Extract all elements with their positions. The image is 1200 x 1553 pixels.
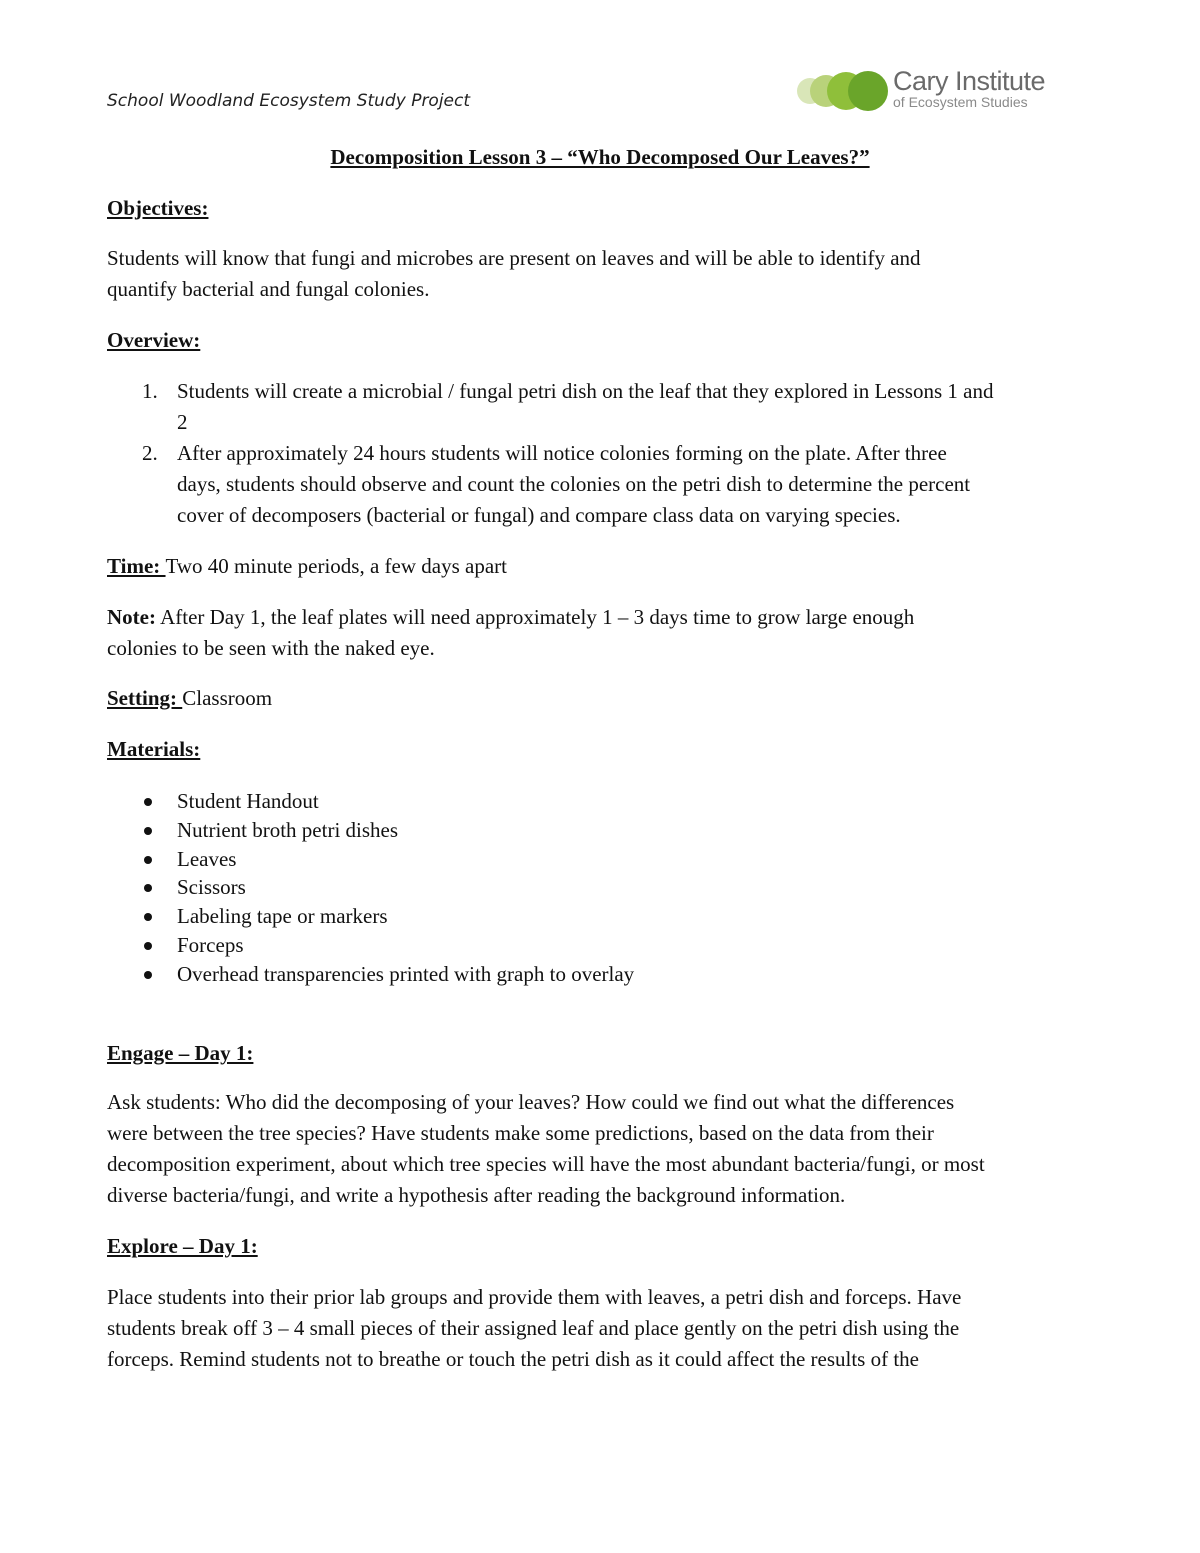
overview-heading: Overview: (107, 328, 201, 352)
time-line (107, 554, 507, 579)
bullet-icon (144, 971, 152, 979)
note-line-1: Note: After Day 1, the leaf plates will need approximately 1 – 3 days time to grow large enough (107, 605, 915, 629)
bullet-icon (144, 827, 152, 835)
explore-text (107, 1282, 1097, 1375)
engage-text (107, 1087, 1097, 1211)
engage-line-1: Ask students: Who did the decomposing of your leaves? How could we find out what the differences (107, 1090, 955, 1114)
overview-item-2-line-3: cover of decomposers (bacterial or fungal) and compare class data on varying species. (177, 503, 901, 527)
project-header: School Woodland Ecosystem Study Project (107, 91, 471, 111)
bullet-icon (144, 942, 152, 950)
list-number: 1. (142, 379, 158, 403)
logo-circles-icon (796, 68, 892, 114)
engage-line-4: diverse bacteria/fungi, and write a hypothesis after reading the background information. (107, 1183, 846, 1207)
bullet-icon (144, 798, 152, 806)
setting-line (107, 686, 272, 711)
setting-value: Classroom (182, 686, 273, 710)
objectives-text (107, 243, 1097, 305)
explore-line-3: forceps. Remind students not to breathe or touch the petri dish as it could affect the results of the (107, 1347, 919, 1371)
overview-item-2-line-1: After approximately 24 hours students will notice colonies forming on the plate. After three (177, 441, 947, 465)
bullet-icon (144, 913, 152, 921)
document-page: School Woodland Ecosystem Study Project Cary Institute of Ecosystem Studies Decomposition Lesson 3 – “Who Decomposed Our Leaves?” Objectives: Students will know that fungi and microbes are present on leaves and will be able to identify and quantify bacterial and fungal colonies. Overview: 1. Students will create a microbial / fungal petri dish on the leaf that they explored in Lessons 1 and 2 2. After approximately 24 hours students will notice colonies forming on the plate. After three days, students should observe and count the colonies on the petri dish to determine the percent cover of decomposers (bacterial or fungal) and compare class data on varying species. Time: Two 40 minute periods, a few days apart Note: After Day 1, the leaf plates will need approximately 1 – 3 days time to grow large enough colonies to be seen with the naked eye. Setting: Classroom Materials: Student Handout Nutrient broth petri dishes Leaves Scissors Labeling tape or markers Forceps Overhead transparencies printed with graph to overlay Engage – Day 1: Ask students: Who did the decomposing of your leaves? How could we find out what the differences were between the tree species? Have students make some predictions, based on the data from their decomposition experiment, about which tree species will have the most abundant bacteria/fungi, or most diverse bacteria/fungi, and write a hypothesis after reading the background information. Explore – Day 1: Place students into their prior lab groups and provide them with leaves, a petri dish and forceps. Have students break off 3 – 4 small pieces of their assigned leaf and place gently on the petri dish using the forceps. Remind students not to breathe or touch the petri dish as it could affect the results of the (0, 0, 1200, 1553)
explore-heading: Explore – Day 1: (107, 1234, 258, 1258)
engage-line-2: were between the tree species? Have students make some predictions, based on the data from their (107, 1121, 934, 1145)
explore-line-2: students break off 3 – 4 small pieces of their assigned leaf and place gently on the petri dish using the (107, 1316, 960, 1340)
bullet-icon (144, 884, 152, 892)
overview-item-1-line-2: 2 (177, 410, 188, 434)
lesson-title: Decomposition Lesson 3 – “Who Decomposed Our Leaves?” (330, 145, 870, 169)
cary-institute-logo (796, 66, 1046, 114)
explore-line-1: Place students into their prior lab groups and provide them with leaves, a petri dish and forceps. Have (107, 1285, 962, 1309)
materials-heading: Materials: (107, 737, 201, 761)
engage-heading: Engage – Day 1: (107, 1041, 254, 1065)
note-line-2: colonies to be seen with the naked eye. (107, 636, 435, 660)
bullet-icon (144, 856, 152, 864)
objectives-line-1: Students will know that fungi and microbes are present on leaves and will be able to identify and (107, 246, 921, 270)
list-number: 2. (142, 441, 158, 465)
time-value: Two 40 minute periods, a few days apart (165, 554, 507, 578)
overview-item-1-line-1: Students will create a microbial / fungal petri dish on the leaf that they explored in Lessons 1 and (177, 379, 994, 403)
logo-name: Cary Institute (893, 66, 1046, 96)
note-label: Note: (107, 605, 156, 629)
engage-line-3: decomposition experiment, about which tree species will have the most abundant bacteria/fungi, or most (107, 1152, 985, 1176)
time-label: Time: (107, 554, 166, 578)
logo-subtitle: of Ecosystem Studies (893, 94, 1028, 110)
setting-label: Setting: (107, 686, 183, 710)
note-block (107, 602, 1097, 664)
objectives-line-2: quantify bacterial and fungal colonies. (107, 277, 430, 301)
overview-item-2-line-2: days, students should observe and count the colonies on the petri dish to determine the percent (177, 472, 971, 496)
objectives-heading: Objectives: (107, 196, 209, 220)
